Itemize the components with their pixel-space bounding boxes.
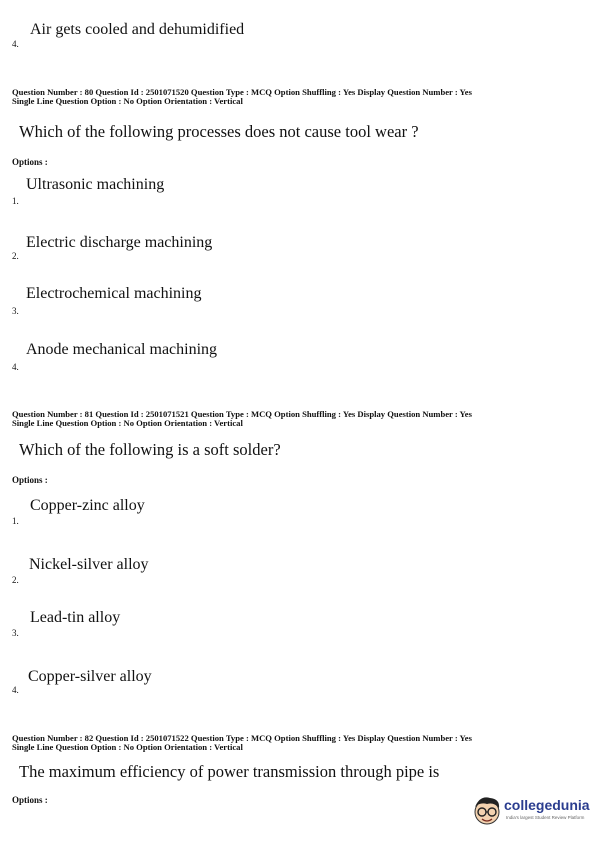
option-text: Anode mechanical machining	[26, 341, 218, 358]
logo-tagline: India's largest Student Review Platform	[506, 815, 585, 820]
option-number: 3.	[12, 628, 19, 638]
option-text: Ultrasonic machining	[26, 176, 165, 193]
options-label: Options :	[12, 795, 48, 805]
option-text: Electric discharge machining	[26, 234, 213, 251]
option-text: Lead-tin alloy	[30, 609, 121, 626]
options-label: Options :	[12, 157, 48, 167]
option-text: Nickel-silver alloy	[29, 556, 149, 573]
question-meta-line-1: Question Number : 82 Question Id : 2501071522 Question Type : MCQ Option Shuffling : Yes Display Question Number : Yes	[12, 733, 472, 743]
option-text: Copper-silver alloy	[28, 668, 152, 685]
mascot-icon	[470, 793, 504, 829]
option-number: 4.	[12, 39, 19, 49]
option-text: Air gets cooled and dehumidified	[30, 21, 245, 38]
question-meta-line-1: Question Number : 80 Question Id : 2501071520 Question Type : MCQ Option Shuffling : Yes Display Question Number : Yes	[12, 87, 472, 97]
option-number: 4.	[12, 685, 19, 695]
question-meta-line-2: Single Line Question Option : No Option Orientation : Vertical	[12, 96, 243, 106]
option-number: 1.	[12, 516, 19, 526]
option-text: Copper-zinc alloy	[30, 497, 145, 514]
question-meta-line-2: Single Line Question Option : No Option Orientation : Vertical	[12, 742, 243, 752]
question-text: Which of the following processes does not cause tool wear ?	[19, 122, 419, 141]
question-text: Which of the following is a soft solder?	[19, 440, 281, 459]
option-number: 1.	[12, 196, 19, 206]
option-number: 2.	[12, 575, 19, 585]
option-text: Electrochemical machining	[26, 285, 202, 302]
question-text: The maximum efficiency of power transmission through pipe is	[19, 762, 440, 781]
option-number: 2.	[12, 251, 19, 261]
collegedunia-logo	[470, 793, 588, 831]
option-number: 3.	[12, 306, 19, 316]
options-label: Options :	[12, 475, 48, 485]
question-meta-line-1: Question Number : 81 Question Id : 2501071521 Question Type : MCQ Option Shuffling : Yes Display Question Number : Yes	[12, 409, 472, 419]
logo-wordmark: collegedunia	[504, 797, 590, 813]
option-number: 4.	[12, 362, 19, 372]
question-meta-line-2: Single Line Question Option : No Option Orientation : Vertical	[12, 418, 243, 428]
